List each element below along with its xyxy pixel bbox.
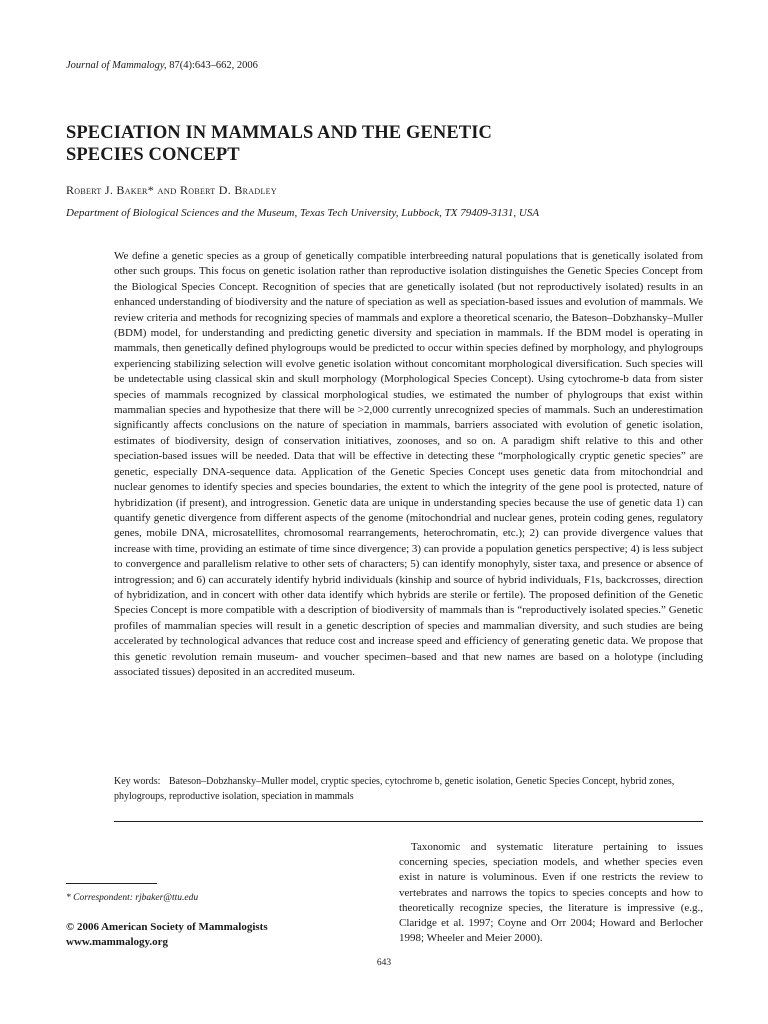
keywords-text: Bateson–Dobzhansky–Muller model, cryptic species, cytochrome b, genetic isolation, Genetic Species Concept, hybrid zones, phylogroups, reproductive isolation, speciation in mammals bbox=[114, 776, 675, 802]
author-list bbox=[66, 183, 277, 198]
section-divider bbox=[114, 821, 703, 822]
body-intro-paragraph: Taxonomic and systematic literature pertaining to issues concerning species, speciation models, and whether species even exist in nature is voluminous. Even if one restricts the review to vertebrates and narrows the topics to species concepts and how to theoretically recognize species, the literature is impressive (e.g., Claridge et al. 1997; Coyne and Orr 2004; Howard and Berlocher 1998; Wheeler and Meier 2000). bbox=[399, 841, 703, 945]
author-conjunction: AND bbox=[157, 186, 177, 196]
page-number: 643 bbox=[376, 958, 392, 968]
keywords bbox=[114, 774, 703, 804]
journal-name: Journal of Mammalogy, bbox=[66, 60, 167, 71]
footnote-divider bbox=[66, 883, 157, 884]
abstract: We define a genetic species as a group of genetically compatible interbreeding natural populations that is genetically isolated from other such groups. This focus on genetic isolation rather than reproductive isolation distinguishes the Genetic Species Concept from the Biological Species Concept. Recognition of species that are genetically isolated (but not reproductively isolated) results in an enhanced understanding of biodiversity and the nature of speciation as well as speciation-based issues and evolution of mammals. We review criteria and methods for recognizing species of mammals and explore a theoretical scenario, the Bateson–Dobzhansky–Muller (BDM) model, for understanding and predicting genetic diversity and speciation in mammals. If the BDM model is operating in mammals, then genetically defined phylogroups would be predicted to occur within species defined by morphology, and phylogroups experiencing stabilizing selection will evolve genetic isolation without concomitant morphological diversification. Such species will be undetectable using classical skin and skull morphology (Morphological Species Concept). Using cytochrome-b data from sister species of mammals recognized by classical morphological studies, we estimated the number of phylogroups that exist within mammalian species and hypothesize that there will be >2,000 currently unrecognized species of mammals. Such an underestimation significantly affects conclusions on the nature of speciation in mammals, barriers associated with evolution of genetic isolation, estimates of biodiversity, design of conservation initiatives, zoonoses, and so on. A paradigm shift relative to this and other speciation-based issues will be needed. Data that will be effective in detecting these “morphologically cryptic genetic species” are genetic, especially DNA-sequence data. Application of the Genetic Species Concept uses genetic data from mitochondrial and nuclear genomes to identify species and species boundaries, the extent to which the integrity of the gene pool is protected, nature of hybridization (if present), and introgression. Genetic data are unique in understanding species because the use of genetic data 1) can quantify genetic divergence from different aspects of the genome (mitochondrial and nuclear genes, protein coding genes, regulatory genes, mobile DNA, microsatellites, chromosomal rearrangements, heterochromatin, etc.); 2) can provide divergence values that increase with time, providing an estimate of time since divergence; 3) can provide a population genetics perspective; 4) is less subject to convergence and parallelism relative to other sets of characters; 5) can identify monophyly, sister taxa, and presence or absence of introgression; and 6) can accurately identify hybrid individuals (kinship and source of hybrid individuals, F1s, backcrosses, direction of hybridization, and in concert with other data identify which hybrids are sterile or fertile). The proposed definition of the Genetic Species Concept is more compatible with a description of biodiversity of mammals than is “reproductively isolated species.” Genetic profiles of mammalian species will result in a genetic description of species and mammalian diversity, and such studies are being accelerated by technological advances that reduce cost and increase speed and efficiency of generating genetic data. We propose that this genetic revolution remain museum- and voucher specimen–based and that new names are based on a holotype (including associated tissues) deposited in an accredited museum. bbox=[114, 250, 703, 678]
title-line-1: SPECIATION IN MAMMALS AND THE GENETIC bbox=[66, 123, 493, 143]
society-website: www.mammalogy.org bbox=[66, 936, 169, 948]
author-2: Robert D. Bradley bbox=[179, 183, 277, 197]
keywords-label: Key words: bbox=[114, 776, 161, 787]
volume-pages-year: 87(4):643–662, 2006 bbox=[169, 60, 258, 71]
title-line-2: SPECIES CONCEPT bbox=[66, 145, 240, 165]
journal-citation bbox=[66, 60, 258, 71]
author-1: Robert J. Baker* bbox=[66, 183, 154, 197]
correspondent-footnote: * Correspondent: rjbaker@ttu.edu bbox=[66, 893, 199, 903]
affiliation: Department of Biological Sciences and the Museum, Texas Tech University, Lubbock, TX 79409-3131, USA bbox=[66, 207, 540, 219]
article-title bbox=[66, 122, 706, 166]
copyright-notice: © 2006 American Society of Mammalogists bbox=[66, 921, 268, 933]
